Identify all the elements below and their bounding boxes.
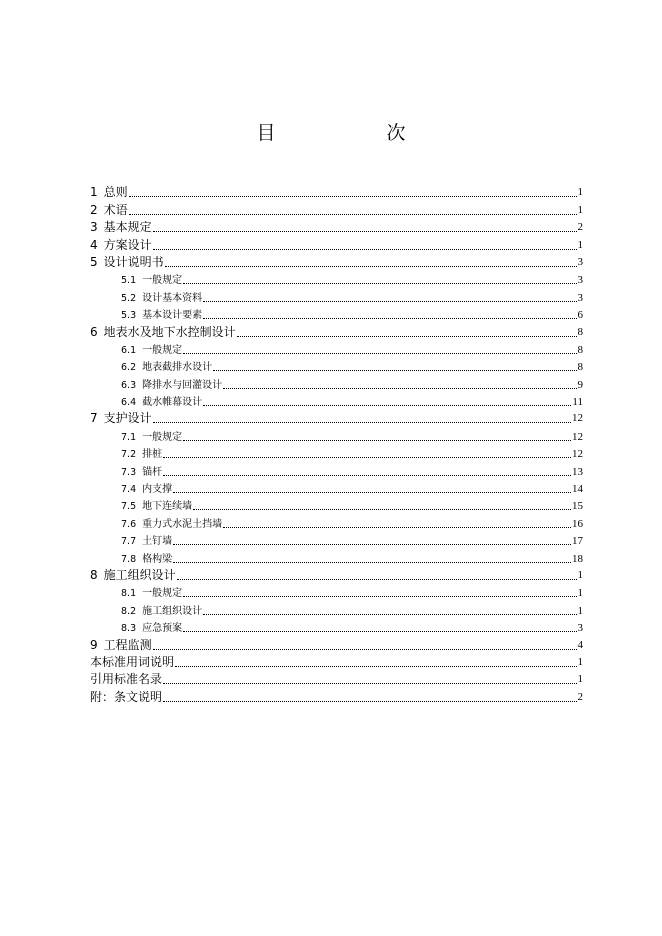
toc-entry-page-number: 3 [577,255,583,268]
toc-entry-title: 设计说明书 [103,254,164,269]
toc-entry-page-number: 13 [572,465,583,478]
toc-entry-page-number: 11 [572,396,583,409]
toc-entry-number: 6 [90,324,98,339]
dot-leader [203,405,571,406]
dot-leader [173,562,571,563]
toc-entry-title: 总则 [103,185,128,200]
toc-subentry[interactable] [90,270,583,287]
dot-leader [129,214,577,215]
dot-leader [153,249,577,250]
toc-entry-title: 应急预案 [142,623,183,635]
dot-leader [163,701,576,702]
toc-entry-number: 3 [90,220,98,235]
toc-entry-number: 5.1 [121,275,137,287]
toc-entry-page-number: 14 [572,483,583,496]
dot-leader [153,231,577,232]
toc-entry-title: 锚杆 [142,466,163,478]
toc-entry-page-number: 8 [577,361,583,374]
toc-subentry[interactable] [90,513,583,530]
toc-entry[interactable] [90,635,583,652]
toc-entry-title: 引用标准名录 [90,672,163,687]
toc-entry-title: 格构梁 [142,553,173,565]
toc-entry-page-number: 1 [577,186,583,199]
toc-entry-number: 7.2 [121,449,137,461]
toc-entry-page-number: 1 [577,568,583,581]
toc-entry-page-number: 2 [577,690,583,703]
toc-entry-title: 施工组织设计 [103,567,176,582]
toc-entry-page-number: 1 [577,604,583,617]
toc-entry-number: 7.7 [121,536,137,548]
dot-leader [153,649,577,650]
page-title: 目 次 [256,122,452,144]
dot-leader [193,509,571,510]
toc-entry-title: 地下连续墙 [142,501,193,513]
toc-entry[interactable] [90,322,583,339]
toc-entry-page-number: 2 [577,221,583,234]
toc-subentry[interactable] [90,461,583,478]
toc-entry-title: 施工组织设计 [142,605,203,617]
dot-leader [223,388,576,389]
dot-leader [183,353,576,354]
toc-subentry[interactable] [90,426,583,443]
dot-leader [175,666,576,667]
toc-subentry[interactable] [90,496,583,513]
toc-entry-page-number: 1 [577,655,583,668]
dot-leader [183,440,571,441]
toc-subentry[interactable] [90,374,583,391]
toc-entry-page-number: 16 [572,517,583,530]
toc-entry-number: 1 [90,185,98,200]
dot-leader [153,422,571,423]
dot-leader [183,596,576,597]
toc-entry-title: 术语 [103,202,128,217]
toc-entry-page-number: 12 [572,448,583,461]
toc-subentry[interactable] [90,531,583,548]
toc-subentry[interactable] [90,444,583,461]
toc-entry-page-number: 3 [577,274,583,287]
dot-leader [183,631,576,632]
dot-leader [203,301,576,302]
toc-entry-title: 土钉墙 [142,536,173,548]
toc-subentry[interactable] [90,600,583,617]
toc-entry-page-number: 8 [577,343,583,356]
toc-entry-page-number: 17 [572,535,583,548]
toc-entry-page-number: 1 [577,587,583,600]
dot-leader [237,336,577,337]
toc-entry[interactable] [90,200,583,217]
dot-leader [173,544,571,545]
dot-leader [173,492,571,493]
toc-entry[interactable] [90,687,583,704]
toc-entry-title: 排桩 [142,449,163,461]
toc-entry-page-number: 1 [577,203,583,216]
toc-entry-title: 设计基本资料 [142,292,203,304]
toc-entry-number: 8.1 [121,588,137,600]
toc-entry-number: 2 [90,202,98,217]
toc-entry-title: 降排水与回灌设计 [142,379,223,391]
toc-entry-page-number: 8 [577,325,583,338]
toc-entry-title: 地表水及地下水控制设计 [103,324,236,339]
toc-entry-page-number: 4 [577,638,583,651]
toc-entry-number: 4 [90,237,98,252]
dot-leader [183,283,576,284]
toc-entry-number: 5 [90,254,98,269]
toc-entry-title: 工程监测 [103,637,152,652]
dot-leader [213,370,576,371]
dot-leader [203,614,576,615]
table-of-contents [90,183,583,705]
toc-entry-number: 7.6 [121,518,137,530]
toc-entry-title: 一般规定 [142,275,183,287]
toc-entry-number: 7.5 [121,501,137,513]
toc-subentry[interactable] [90,287,583,304]
toc-subentry[interactable] [90,357,583,374]
toc-entry-title: 附：条文说明 [90,689,163,704]
toc-entry[interactable] [90,566,583,583]
toc-entry-title: 重力式水泥土挡墙 [142,518,223,530]
toc-entry-number: 7.1 [121,431,137,443]
toc-subentry[interactable] [90,548,583,565]
toc-entry-title: 一般规定 [142,431,183,443]
toc-entry-page-number: 6 [577,309,583,322]
toc-entry-number: 9 [90,637,98,652]
dot-leader [165,266,577,267]
toc-subentry[interactable] [90,340,583,357]
toc-entry-page-number: 15 [572,500,583,513]
toc-entry-number: 6.3 [121,379,137,391]
toc-entry-title: 方案设计 [103,237,152,252]
toc-entry[interactable] [90,670,583,687]
toc-entry-page-number: 1 [577,238,583,251]
dot-leader [163,457,571,458]
toc-entry-page-number: 1 [577,673,583,686]
dot-leader [177,579,577,580]
toc-entry-number: 8 [90,567,98,582]
dot-leader [163,475,571,476]
toc-entry[interactable] [90,409,583,426]
toc-entry-number: 8.2 [121,605,137,617]
toc-entry[interactable] [90,218,583,235]
toc-subentry[interactable] [90,618,583,635]
toc-entry-title: 一般规定 [142,344,183,356]
toc-entry[interactable] [90,253,583,270]
toc-entry-number: 6.4 [121,397,137,409]
toc-entry-page-number: 3 [577,291,583,304]
toc-entry-number: 6.1 [121,344,137,356]
dot-leader [223,527,571,528]
toc-entry-title: 地表截排水设计 [142,362,213,374]
toc-entry-title: 支护设计 [103,411,152,426]
toc-entry-number: 5.2 [121,292,137,304]
toc-entry-page-number: 12 [572,430,583,443]
toc-entry[interactable] [90,183,583,200]
toc-entry-title: 内支撑 [142,484,173,496]
toc-entry[interactable] [90,653,583,670]
toc-entry-page-number: 3 [577,622,583,635]
toc-entry-title: 截水帷幕设计 [142,397,203,409]
toc-entry-title: 本标准用词说明 [90,654,175,669]
toc-entry-number: 7.3 [121,466,137,478]
toc-entry[interactable] [90,235,583,252]
toc-entry-page-number: 12 [572,412,583,425]
toc-entry-title: 一般规定 [142,588,183,600]
toc-entry-title: 基本规定 [103,220,152,235]
toc-entry-title: 基本设计要素 [142,310,203,322]
toc-entry-number: 5.3 [121,310,137,322]
toc-subentry[interactable] [90,583,583,600]
toc-entry-number: 7.8 [121,553,137,565]
toc-entry-number: 6.2 [121,362,137,374]
toc-entry-number: 8.3 [121,623,137,635]
dot-leader [163,683,576,684]
dot-leader [129,196,577,197]
toc-entry-page-number: 18 [572,552,583,565]
toc-subentry[interactable] [90,479,583,496]
dot-leader [203,318,576,319]
toc-subentry[interactable] [90,305,583,322]
toc-entry-number: 7.4 [121,484,137,496]
toc-entry-page-number: 9 [577,378,583,391]
toc-subentry[interactable] [90,392,583,409]
toc-entry-number: 7 [90,411,98,426]
